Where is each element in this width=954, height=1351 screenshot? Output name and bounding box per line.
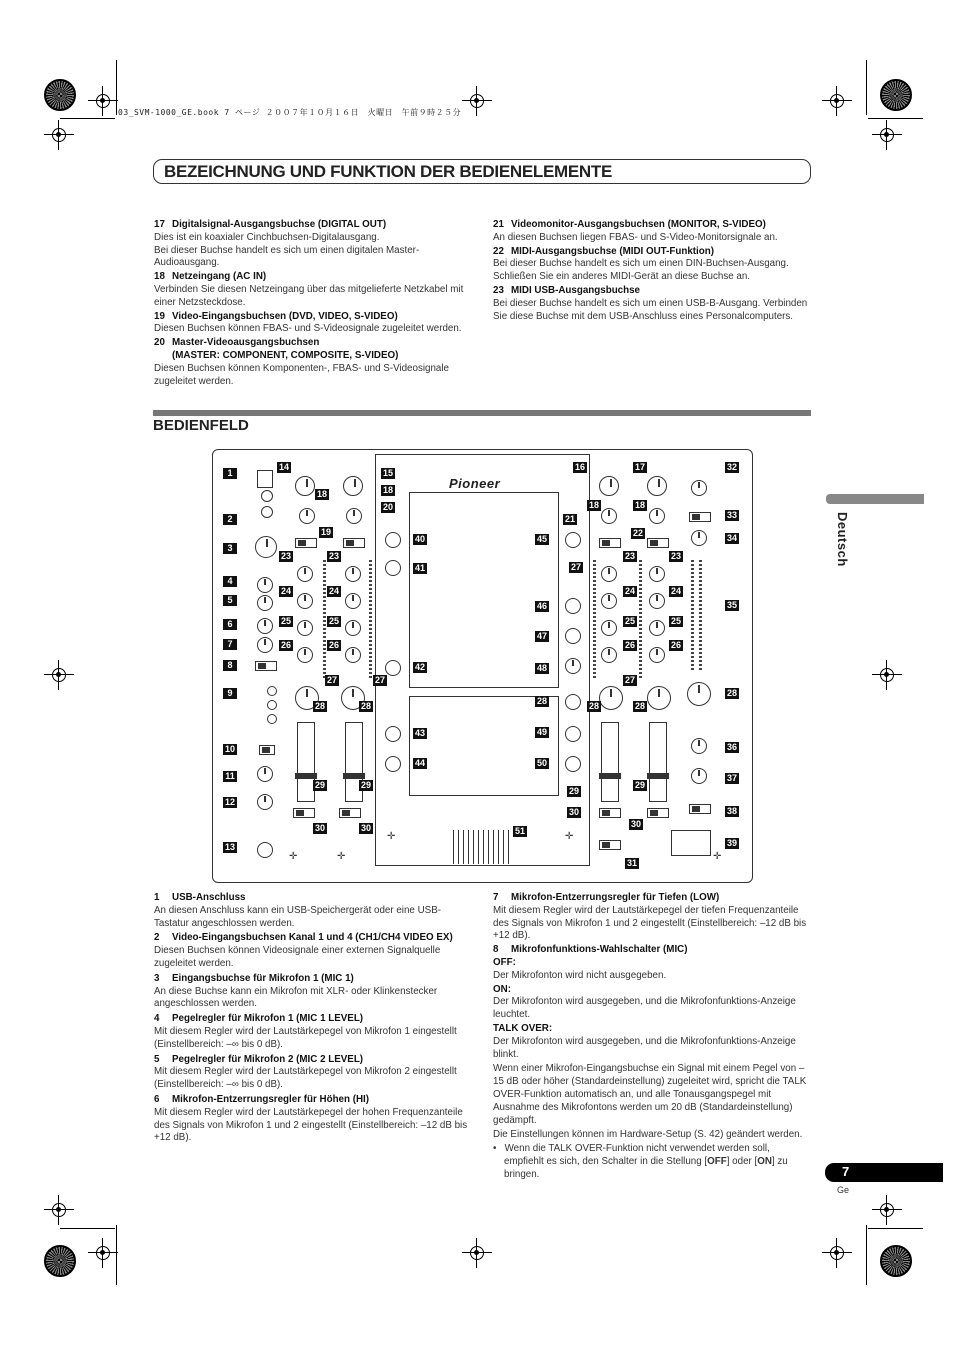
eq-knob: [649, 593, 665, 609]
trim-knob: [343, 476, 363, 496]
item-heading: 20 Master-Videoausgangsbuchsen: [154, 337, 320, 349]
master-level-knob: [687, 682, 711, 706]
item-heading: 1 USB-Anschluss: [154, 892, 246, 903]
eq-knob: [649, 566, 665, 582]
callout-38: 38: [726, 806, 737, 816]
callout-44: 44: [414, 758, 425, 768]
registration-disc-bottom-left: [44, 1245, 76, 1277]
callout-28c: 28: [536, 696, 547, 706]
crosshair-mark: [462, 86, 492, 116]
mic-switch: [255, 661, 277, 671]
screw: ✛: [565, 831, 574, 842]
callout-15: 15: [382, 468, 393, 478]
callout-24: 24: [280, 586, 291, 596]
callout-30b: 30: [360, 823, 371, 833]
callout-28: 28: [314, 701, 325, 711]
talk-over-note: • Wenn die TALK OVER-Funktion nicht verwendet werden soll, empfiehlt es sich, den Schalter in die Stellung [OFF] oder [ON] zu bringen.: [493, 1143, 788, 1180]
mic2-level-knob: [257, 595, 273, 611]
eq-knob: [345, 566, 361, 582]
callout-3: 3: [223, 543, 237, 554]
callout-30d: 30: [630, 819, 641, 829]
callout-30: 30: [314, 823, 325, 833]
video-ex-jack: [261, 506, 273, 518]
talk-over-text: Der Mikrofonton wird ausgegeben, und die Mikrofonfunktions-Anzeige blinkt.: [493, 1035, 796, 1060]
master-knob: [691, 480, 707, 496]
file-header: 03_SVM-1000_GE.book 7 ページ ２００７年１０月１６日 火曜日 午前９時２５分: [118, 108, 462, 117]
video-button: [565, 726, 581, 742]
control-panel-diagram: [212, 449, 753, 883]
off-text: Der Mikrofonton wird nicht ausgegeben.: [493, 969, 667, 981]
callout-8: 8: [223, 660, 237, 671]
callout-28f: 28: [726, 688, 737, 698]
item-text: An diese Buchse kann ein Mikrofon mit XLR- oder Klinkenstecker angeschlossen werden.: [154, 985, 438, 1010]
callout-42: 42: [414, 662, 425, 672]
callout-40: 40: [414, 534, 425, 544]
callout-28d: 28: [588, 701, 599, 711]
channel-big-knob: [599, 686, 623, 710]
fx-button: [267, 700, 277, 710]
item-text: Bei dieser Buchse handelt es sich um einen digitalen Master-Audioausgang.: [154, 244, 420, 269]
callout-45: 45: [536, 534, 547, 544]
callout-26d: 26: [670, 640, 681, 650]
callout-46: 46: [536, 601, 547, 611]
channel-toggle: [295, 538, 317, 548]
callout-35: 35: [726, 600, 737, 610]
crossfader-assign: [339, 808, 361, 818]
callout-23b: 23: [328, 551, 339, 561]
callout-23d: 23: [670, 551, 681, 561]
eq-knob: [297, 593, 313, 609]
channel-knob: [346, 508, 362, 524]
crosshair-mark: [872, 120, 902, 150]
item-text: Diesen Buchsen können Komponenten-, FBAS- und S-Videosignale zugeleitet werden.: [154, 362, 450, 387]
callout-21: 21: [564, 514, 575, 524]
item-heading: 5 Pegelregler für Mikrofon 2 (MIC 2 LEVEL): [154, 1053, 364, 1065]
item-heading: 6 Mikrofon-Entzerrungsregler für Höhen (HI): [154, 1093, 370, 1105]
item-heading-continued: (MASTER: COMPONENT, COMPOSITE, S-VIDEO): [172, 349, 399, 361]
channel-toggle: [599, 538, 621, 548]
master-meter: [691, 560, 694, 670]
video-button: [565, 628, 581, 644]
callout-27b: 27: [374, 675, 385, 685]
mic-hi-knob: [257, 618, 273, 634]
callout-31: 31: [626, 858, 637, 868]
crosshair-mark: [88, 1238, 118, 1268]
callout-48: 48: [536, 663, 547, 673]
level-knob: [257, 766, 273, 782]
registration-disc-top-right: [880, 79, 912, 111]
callout-26b: 26: [328, 640, 339, 650]
item-7-heading: 7 Mikrofon-Entzerrungsregler für Tiefen (LOW): [493, 892, 720, 903]
section-title: BEDIENFELD: [153, 417, 249, 434]
on-label: ON:: [493, 983, 511, 995]
section-divider: [153, 410, 811, 416]
callout-24c: 24: [624, 586, 635, 596]
callout-26c: 26: [624, 640, 635, 650]
registration-disc-bottom-right: [880, 1245, 912, 1277]
talk-over-label: TALK OVER:: [493, 1022, 553, 1034]
screw: ✛: [713, 851, 722, 862]
item-text: An diesen Buchsen liegen FBAS- und S-Video-Monitorsignale an.: [493, 231, 778, 243]
callout-25: 25: [280, 616, 291, 626]
callout-33: 33: [726, 510, 737, 520]
eq-knob: [345, 647, 361, 663]
item-heading: 2 Video-Eingangsbuchsen Kanal 1 und 4 (CH1/CH4 VIDEO EX): [154, 932, 453, 944]
item-heading: 22 MIDI-Ausgangsbuchse (MIDI OUT-Funktion): [493, 245, 715, 257]
headphone-knob: [691, 768, 707, 784]
item-text: Diesen Buchsen können FBAS- und S-Videosignale zugeleitet werden.: [154, 323, 462, 335]
master-meter: [699, 560, 702, 670]
channel-toggle: [343, 538, 365, 548]
eq-knob: [601, 593, 617, 609]
usb-port: [257, 470, 273, 488]
item-text: An diesen Anschluss kann ein USB-Speichergerät oder eine USB-Tastatur angeschlossen werden.: [154, 904, 441, 929]
master-switch: [689, 512, 711, 522]
callout-12: 12: [224, 797, 235, 807]
crop-line: [60, 1228, 115, 1229]
mic-low-knob: [257, 637, 273, 653]
eq-knob: [601, 620, 617, 636]
eq-knob: [297, 647, 313, 663]
screw: ✛: [387, 831, 396, 842]
item-text: Schließen Sie ein anderes MIDI-Gerät an diese Buchse an.: [493, 271, 751, 283]
language-tab-label: Deutsch: [835, 512, 850, 567]
crosshair-mark: [44, 1195, 74, 1225]
selector-switch: [259, 745, 275, 755]
crop-line: [116, 60, 117, 115]
brand-logo: Pioneer: [449, 476, 501, 491]
callout-24d: 24: [670, 586, 681, 596]
talk-over-paragraph: Wenn einer Mikrofon-Eingangsbuchse ein Signal mit einem Pegel von –15 dB oder höher (Standardeinstellung) zugeleitet wird, spricht die TALK OVER-Funktion automatisch an, und alle Tonausgangspegel mit Ausnahme des Mikrofontons werden um 20 dB (Standardeinstellung) gedämpft.: [493, 1063, 807, 1126]
callout-11: 11: [223, 771, 237, 782]
top-right-column: [493, 219, 811, 323]
callout-27c: 27: [570, 562, 581, 572]
callout-10: 10: [224, 744, 235, 754]
trim-knob: [295, 476, 315, 496]
crosshair-mark: [872, 1195, 902, 1225]
item-text: Diesen Buchsen können Videosignale einer externen Signalquelle zugeleitet werden.: [154, 945, 441, 969]
crop-line: [866, 1225, 867, 1285]
eq-knob: [649, 620, 665, 636]
upper-screen: [409, 492, 559, 688]
registration-disc-top-left: [44, 79, 76, 111]
callout-4: 4: [223, 576, 237, 587]
crop-line: [116, 1225, 117, 1285]
callout-18c: 18: [588, 500, 599, 510]
video-knob: [565, 658, 581, 674]
mic-jack: [255, 536, 277, 558]
item-heading: 23 MIDI USB-Ausgangsbuchse: [493, 284, 641, 296]
callout-18b: 18: [382, 485, 393, 495]
item-8-heading: 8 Mikrofonfunktions-Wahlschalter (MIC): [493, 944, 688, 956]
trim-knob: [647, 476, 667, 496]
item-text: Verbinden Sie diesen Netzeingang über das mitgelieferte Netzkabel mit einer Netzsteckdose.: [154, 283, 464, 308]
crossfader-assign: [293, 808, 315, 818]
callout-29b: 29: [360, 780, 371, 790]
callout-34: 34: [726, 533, 737, 543]
video-ex-jack: [261, 490, 273, 502]
item-heading: 4 Pegelregler für Mikrofon 1 (MIC 1 LEVEL): [154, 1013, 364, 1025]
channel-knob: [299, 508, 315, 524]
crossfader-assign: [599, 808, 621, 818]
callout-20: 20: [382, 502, 393, 512]
cue-switch: [599, 840, 621, 850]
item-heading: 19 Video-Eingangsbuchsen (DVD, VIDEO, S-VIDEO): [154, 310, 398, 322]
eq-knob: [345, 620, 361, 636]
callout-32: 32: [726, 462, 737, 472]
crosshair-mark: [44, 660, 74, 690]
callout-9: 9: [223, 688, 237, 699]
callout-23c: 23: [624, 551, 635, 561]
callout-51: 51: [514, 826, 525, 836]
item-heading: 21 Videomonitor-Ausgangsbuchsen (MONITOR, S-VIDEO): [493, 219, 766, 230]
callout-7: 7: [223, 639, 237, 650]
callout-28e: 28: [634, 701, 645, 711]
item-text: Mit diesem Regler wird der Lautstärkepegel der hohen Frequenzanteile des Signals von Mikrofon 1 und 2 eingestellt (Einstellbereich: –12 dB bis +12 dB).: [154, 1106, 468, 1144]
item-text: Bei dieser Buchse handelt es sich um einen USB-B-Ausgang. Verbinden Sie diese Buchse mit dem USB-Anschluss eines Personalcomputers.: [493, 297, 808, 322]
callout-27: 27: [326, 675, 337, 685]
callout-5: 5: [223, 595, 237, 606]
video-button: [385, 756, 401, 772]
callout-41: 41: [414, 563, 425, 573]
item-heading: 17 Digitalsignal-Ausgangsbuchse (DIGITAL OUT): [154, 219, 387, 230]
callout-6: 6: [223, 619, 237, 630]
eq-knob: [601, 647, 617, 663]
fx-button: [267, 714, 277, 724]
item-text: Dies ist ein koaxialer Cinchbuchsen-Digitalausgang.: [154, 231, 380, 243]
callout-28b: 28: [360, 701, 371, 711]
callout-49: 49: [536, 727, 547, 737]
callout-18: 18: [316, 489, 327, 499]
screw: ✛: [337, 851, 346, 862]
channel-fader: [649, 722, 667, 802]
callout-1: 1: [223, 468, 237, 479]
crosshair-mark: [872, 660, 902, 690]
callout-29: 29: [314, 780, 325, 790]
level-meter: [639, 560, 642, 680]
eq-knob: [297, 620, 313, 636]
video-button: [565, 756, 581, 772]
eq-knob: [649, 647, 665, 663]
video-button: [385, 726, 401, 742]
crosshair-mark: [462, 1238, 492, 1268]
crosshair-mark: [44, 120, 74, 150]
setup-paragraph: Die Einstellungen können im Hardware-Setup (S. 42) geändert werden.: [493, 1129, 803, 1141]
callout-17: 17: [634, 462, 645, 472]
crop-line: [868, 1228, 923, 1229]
callout-39: 39: [726, 838, 737, 848]
on-text: Der Mikrofonton wird ausgegeben, und die Mikrofonfunktions-Anzeige leuchtet.: [493, 996, 796, 1021]
bottom-right-column: [493, 892, 811, 1182]
video-button: [385, 532, 401, 548]
level-meter: [323, 560, 326, 680]
video-button: [565, 532, 581, 548]
callout-50: 50: [536, 758, 547, 768]
eq-knob: [345, 593, 361, 609]
callout-19: 19: [320, 527, 331, 537]
fx-button: [267, 686, 277, 696]
callout-29d: 29: [634, 780, 645, 790]
mic1-level-knob: [257, 577, 273, 593]
crosshair-mark: [88, 86, 118, 116]
sd-slot: [671, 830, 711, 856]
channel-big-knob: [647, 686, 671, 710]
video-button: [385, 560, 401, 576]
callout-18d: 18: [634, 500, 645, 510]
callout-25b: 25: [328, 616, 339, 626]
callout-30c: 30: [568, 807, 579, 817]
page-title: BEZEICHNUNG UND FUNKTION DER BEDIENELEMENTE: [153, 159, 811, 184]
item-7-text: Mit diesem Regler wird der Lautstärkepegel der tiefen Frequenzanteile des Signals von Mikrofon 1 und 2 eingestellt (Einstellbereich: –12 dB bis +12 dB).: [493, 904, 807, 942]
crossfader: [453, 830, 513, 864]
eq-knob: [297, 566, 313, 582]
callout-43: 43: [414, 728, 425, 738]
screw: ✛: [289, 851, 298, 862]
callout-22: 22: [632, 528, 643, 538]
top-left-column: [154, 219, 464, 388]
mono-switch: [689, 804, 711, 814]
callout-29c: 29: [568, 786, 579, 796]
item-text: Mit diesem Regler wird der Lautstärkepegel von Mikrofon 1 eingestellt (Einstellbereich: –∞ bis 0 dB).: [154, 1025, 457, 1050]
crop-line: [866, 60, 867, 115]
callout-24b: 24: [328, 586, 339, 596]
callout-25c: 25: [624, 616, 635, 626]
level-knob: [257, 794, 273, 810]
crossfader-assign: [647, 808, 669, 818]
channel-fader: [601, 722, 619, 802]
item-text: Mit diesem Regler wird der Lautstärkepegel von Mikrofon 2 eingestellt (Einstellbereich: –∞ bis 0 dB).: [154, 1066, 457, 1091]
language-tab-bar: [826, 494, 924, 504]
page-number: 7: [825, 1163, 943, 1182]
video-button: [565, 694, 581, 710]
callout-26: 26: [280, 640, 291, 650]
channel-knob: [601, 508, 617, 524]
callout-23: 23: [280, 551, 291, 561]
page-code: Ge: [837, 1185, 850, 1195]
callout-16: 16: [574, 462, 585, 472]
callout-37: 37: [726, 773, 737, 783]
off-label: OFF:: [493, 956, 516, 968]
booth-knob: [691, 738, 707, 754]
callout-13: 13: [224, 842, 235, 852]
callout-25d: 25: [670, 616, 681, 626]
video-button: [385, 660, 401, 676]
crosshair-mark: [822, 86, 852, 116]
item-heading: 18 Netzeingang (AC IN): [154, 271, 267, 283]
level-meter: [593, 560, 596, 680]
video-button: [565, 598, 581, 614]
channel-knob: [649, 508, 665, 524]
crosshair-mark: [822, 1238, 852, 1268]
item-text: Bei dieser Buchse handelt es sich um einen DIN-Buchsen-Ausgang.: [493, 258, 789, 270]
crop-line: [60, 118, 115, 119]
headphone-jack: [257, 842, 273, 858]
callout-2: 2: [223, 514, 237, 525]
callout-36: 36: [726, 742, 737, 752]
callout-14: 14: [278, 462, 289, 472]
level-meter: [369, 560, 372, 680]
lower-screen: [409, 696, 559, 796]
callout-47: 47: [536, 631, 547, 641]
bottom-left-column: [154, 892, 474, 1145]
master-knob: [691, 530, 707, 546]
channel-toggle: [647, 538, 669, 548]
crop-line: [868, 118, 923, 119]
eq-knob: [601, 566, 617, 582]
trim-knob: [599, 476, 619, 496]
item-heading: 3 Eingangsbuchse für Mikrofon 1 (MIC 1): [154, 972, 354, 984]
callout-27d: 27: [624, 675, 635, 685]
